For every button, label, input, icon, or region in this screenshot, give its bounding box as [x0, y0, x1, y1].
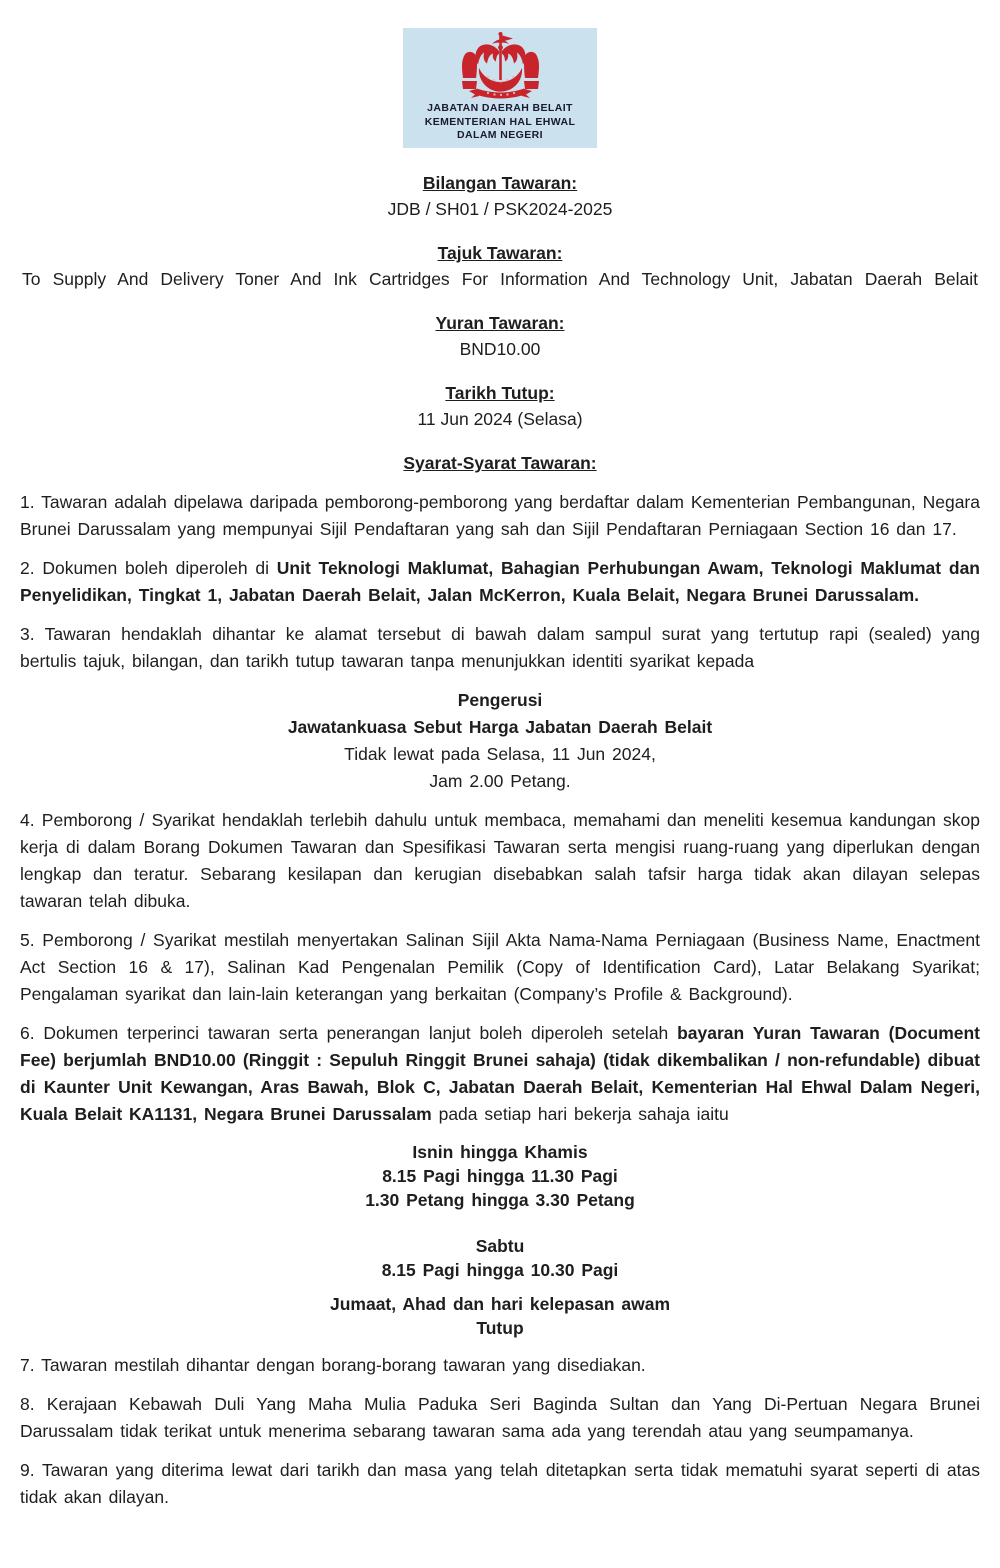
term-7: 7. Tawaran mestilah dihantar dengan borang-borang tawaran yang disediakan. [20, 1355, 646, 1375]
submission-deadline-date: Tidak lewat pada Selasa, 11 Jun 2024, [344, 744, 656, 764]
term-4: 4. Pemborong / Syarikat hendaklah terlebih dahulu untuk membaca, memahami dan meneliti kesemua kandungan skop kerja di dalam Borang Dokumen Tawaran dan Spesifikasi Tawaran serta mengisi ruang-ruang yang diperlukan dengan lengkap dan teratur. Sebarang kesilapan dan kerugian disebabkan salah tafsir harga tidak akan dilayan selepas tawaran telah dibuka. [20, 810, 980, 911]
closed-status: Tutup [476, 1318, 524, 1338]
weekday-days: Isnin hingga Khamis [412, 1142, 588, 1162]
terms-heading-group [0, 450, 1000, 476]
closing-date-group [0, 380, 1000, 432]
tender-number-group [0, 170, 1000, 222]
weekday-afternoon-hours: 1.30 Petang hingga 3.30 Petang [365, 1190, 635, 1210]
tender-title-group [0, 240, 1000, 292]
saturday-hours-group [20, 1234, 980, 1282]
department-name-line2: KEMENTERIAN HAL EHWAL [424, 115, 576, 128]
submission-committee-name: Jawatankuasa Sebut Harga Jabatan Daerah Belait [287, 717, 713, 737]
tender-title-value: To Supply And Delivery Toner And Ink Cartridges For Information And Technology Unit, Jabatan Daerah Belait [22, 269, 978, 289]
saturday-day: Sabtu [475, 1236, 525, 1256]
closing-date-value: 11 Jun 2024 (Selasa) [417, 409, 583, 429]
tender-number-value: JDB / SH01 / PSK2024-2025 [387, 199, 613, 219]
term-6-suffix: pada setiap hari bekerja sahaja iaitu [431, 1104, 729, 1124]
tender-number-label: Bilangan Tawaran: [422, 173, 578, 193]
term-6 [20, 1020, 980, 1128]
term-6-payment-details: bayaran Yuran Tawaran (Document Fee) berjumlah BND10.00 (Ringgit : Sepuluh Ringgit Brunei sahaja) (tidak dikembalikan / non-refundable) dibuat di Kaunter Unit Kewangan, Aras Bawah, Blok C, Jabatan Daerah Belait, Kementerian Hal Ehwal Dalam Negeri, Kuala Belait KA1131, Negara Brunei Darussalam [20, 1023, 981, 1124]
terms-body [20, 489, 980, 1511]
term-9: 9. Tawaran yang diterima lewat dari tarikh dan masa yang telah ditetapkan serta tidak mematuhi syarat seperti di atas tidak akan dilayan. [20, 1460, 980, 1507]
brunei-crest-icon [448, 30, 552, 102]
tender-fee-value: BND10.00 [459, 339, 541, 359]
term-1: 1. Tawaran adalah dipelawa daripada pemborong-pemborong yang berdaftar dalam Kementerian Pembangunan, Negara Brunei Darussalam yang mempunyai Sijil Pendaftaran yang sah dan Sijil Pendaftaran Perniagaan Section 16 dan 17. [20, 492, 980, 539]
closed-days-group [20, 1292, 980, 1340]
closed-days: Jumaat, Ahad dan hari kelepasan awam [329, 1294, 671, 1314]
term-2-text: 2. Dokumen boleh diperoleh di [20, 558, 277, 578]
tender-title-label: Tajuk Tawaran: [437, 243, 563, 263]
weekday-hours-group [20, 1140, 980, 1212]
saturday-hours: 8.15 Pagi hingga 10.30 Pagi [381, 1260, 619, 1280]
office-hours-schedule [20, 1140, 980, 1340]
closing-date-label: Tarikh Tutup: [445, 383, 555, 403]
department-name-line1: JABATAN DAERAH BELAIT [427, 102, 573, 114]
department-name-line3: DALAM NEGERI [457, 129, 543, 141]
tender-header [0, 170, 1000, 476]
tender-fee-group [0, 310, 1000, 362]
submission-address-block [20, 687, 980, 795]
weekday-morning-hours: 8.15 Pagi hingga 11.30 Pagi [382, 1166, 618, 1186]
term-6-text: 6. Dokumen terperinci tawaran serta penerangan lanjut boleh diperoleh setelah [20, 1023, 678, 1043]
term-2-address: Unit Teknologi Maklumat, Bahagian Perhubungan Awam, Teknologi Maklumat dan Penyelidikan, Tingkat 1, Jabatan Daerah Belait, Jalan McKerron, Kuala Belait, Negara Brunei Darussalam. [20, 558, 980, 605]
term-2 [20, 555, 980, 609]
department-logo [403, 28, 597, 148]
submission-recipient-title: Pengerusi [457, 690, 543, 710]
submission-deadline-time: Jam 2.00 Petang. [429, 771, 571, 791]
tender-fee-label: Yuran Tawaran: [435, 313, 565, 333]
term-8: 8. Kerajaan Kebawah Duli Yang Maha Mulia Paduka Seri Baginda Sultan dan Yang Di-Pertuan Negara Brunei Darussalam tidak terikat untuk menerima sebarang tawaran sama ada yang terendah atau yang seumpamanya. [20, 1394, 980, 1441]
term-5: 5. Pemborong / Syarikat mestilah menyertakan Salinan Sijil Akta Nama-Nama Perniagaan (Business Name, Enactment Act Section 16 & 17), Salinan Kad Pengenalan Pemilik (Copy of Identification Card), Latar Belakang Syarikat; Pengalaman syarikat dan lain-lain keterangan yang berkaitan (Company’s Profile & Background). [20, 930, 980, 1004]
department-name [403, 102, 597, 143]
terms-heading: Syarat-Syarat Tawaran: [403, 453, 597, 473]
term-3: 3. Tawaran hendaklah dihantar ke alamat tersebut di bawah dalam sampul surat yang tertutup rapi (sealed) yang bertulis tajuk, bilangan, dan tarikh tutup tawaran tanpa menunjukkan identiti syarikat kepada [20, 624, 980, 671]
